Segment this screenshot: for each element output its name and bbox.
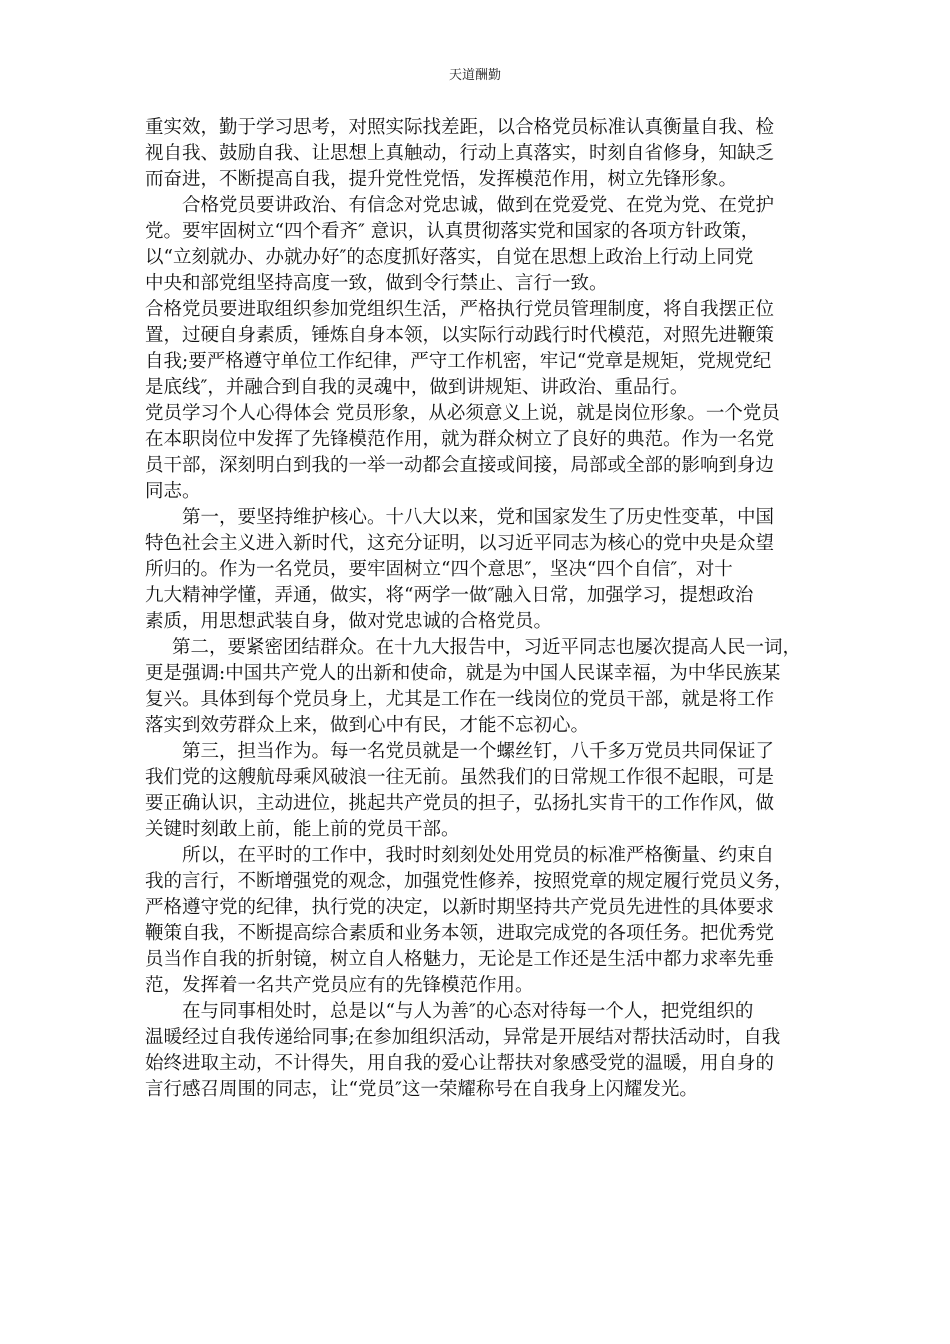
paragraph — [145, 843, 813, 999]
text-line: 始终进取主动，不计得失，用自我的爱心让帮扶对象感受党的温暖，用自身的 — [145, 1053, 775, 1074]
text-line: 第二，要紧密团结群众。在十九大报告中，习近平同志也屡次提高人民一词， — [172, 637, 802, 658]
text-line: 九大精神学懂，弄通，做实，将“两学一做″融入日常，加强学习，提想政治 — [145, 585, 754, 606]
text-line: 视自我、鼓励自我、让思想上真触动，行动上真落实，时刻自省修身，知缺乏 — [145, 143, 775, 164]
paragraph — [145, 401, 813, 505]
text-line: 要正确认识，主动进位，挑起共产党员的担子，弘扬扎实肯干的工作作风，做 — [145, 793, 775, 814]
text-line: 范，发挥着一名共产党员应有的先锋模范作用。 — [145, 975, 534, 996]
paragraph — [145, 193, 813, 297]
text-line: 言行感召周围的同志，让“党员″这一荣耀称号在自我身上闪耀发光。 — [145, 1079, 698, 1100]
page-header: 天道酬勤 — [448, 68, 501, 83]
text-line: 特色社会主义进入新时代，这充分证明，以习近平同志为核心的党中央是众望 — [145, 533, 775, 554]
text-line: 员干部，深刻明白到我的一举一动都会直接或间接，局部或全部的影响到身边 — [145, 455, 775, 476]
document-body — [145, 115, 813, 1103]
text-line: 更是强调:中国共产党人的出新和使命，就是为中国人民谋幸福，为中华民族某 — [145, 663, 781, 684]
paragraph — [145, 505, 813, 635]
text-line: 合格党员要进取组织参加党组织生活，严格执行党员管理制度，将自我摆正位 — [145, 299, 775, 320]
text-line: 所以，在平时的工作中，我时时刻刻处处用党员的标准严格衡量、约束自 — [182, 845, 775, 866]
paragraph — [145, 297, 813, 401]
text-line: 党。要牢固树立“四个看齐″ 意识，认真贯彻落实党和国家的各项方针政策， — [145, 221, 760, 242]
paragraph — [145, 635, 813, 739]
paragraph — [145, 739, 813, 843]
text-line: 置，过硬自身素质，锤炼自身本领，以实际行动践行时代模范，对照先进鞭策 — [145, 325, 775, 346]
text-line: 中央和部党组坚持高度一致，做到令行禁止、言行一致。 — [145, 273, 608, 294]
text-line: 我们党的这艘航母乘风破浪一往无前。虽然我们的日常规工作很不起眼，可是 — [145, 767, 775, 788]
text-line: 是底线″，并融合到自我的灵魂中，做到讲规矩、讲政治、重品行。 — [145, 377, 689, 398]
text-line: 合格党员要讲政治、有信念对党忠诚，做到在党爱党、在党为党、在党护 — [182, 195, 775, 216]
text-line: 以“立刻就办、办就办好″的态度抓好落实，自觉在思想上政治上行动上同党 — [145, 247, 754, 268]
text-line: 严格遵守党的纪律，执行党的决定，以新时期坚持共产党员先进性的具体要求 — [145, 897, 775, 918]
text-line: 自我;要严格遵守单位工作纪律，严守工作机密，牢记“党章是规矩，党规党纪 — [145, 351, 772, 372]
text-line: 鞭策自我，不断提高综合素质和业务本领，进取完成党的各项任务。把优秀党 — [145, 923, 775, 944]
text-line: 同志。 — [145, 481, 201, 502]
paragraph — [145, 115, 813, 193]
text-line: 而奋进，不断提高自我，提升党性党悟，发挥模范作用，树立先锋形象。 — [145, 169, 738, 190]
text-line: 第一，要坚持维护核心。十八大以来，党和国家发生了历史性变革，中国 — [182, 507, 775, 528]
text-line: 员当作自我的折射镜，树立自人格魅力，无论是工作还是生活中都力求率先垂 — [145, 949, 775, 970]
text-line: 重实效，勤于学习思考，对照实际找差距，以合格党员标准认真衡量自我、检 — [145, 117, 775, 138]
text-line: 落实到效劳群众上来，做到心中有民，才能不忘初心。 — [145, 715, 590, 736]
text-line: 温暖经过自我传递给同事;在参加组织活动，异常是开展结对帮扶活动时，自我 — [145, 1027, 781, 1048]
paragraph — [145, 999, 813, 1103]
text-line: 我的言行，不断增强党的观念，加强党性修养，按照党章的规定履行党员义务， — [145, 871, 793, 892]
text-line: 素质，用思想武装自身，做对党忠诚的合格党员。 — [145, 611, 553, 632]
text-line: 关键时刻敢上前，能上前的党员干部。 — [145, 819, 460, 840]
text-line: 第三，担当作为。每一名党员就是一个螺丝钉，八千多万党员共同保证了 — [182, 741, 775, 762]
text-line: 复兴。具体到每个党员身上，尤其是工作在一线岗位的党员干部，就是将工作 — [145, 689, 775, 710]
text-line: 在本职岗位中发挥了先锋模范作用，就为群众树立了良好的典范。作为一名党 — [145, 429, 775, 450]
text-line: 在与同事相处时，总是以“与人为善″的心态对待每一个人，把党组织的 — [182, 1001, 754, 1022]
text-line: 所归的。作为一名党员，要牢固树立“四个意思″，坚决“四个自信″，对十 — [145, 559, 733, 580]
text-line: 党员学习个人心得体会 党员形象，从必须意义上说，就是岗位形象。一个党员 — [145, 403, 780, 424]
